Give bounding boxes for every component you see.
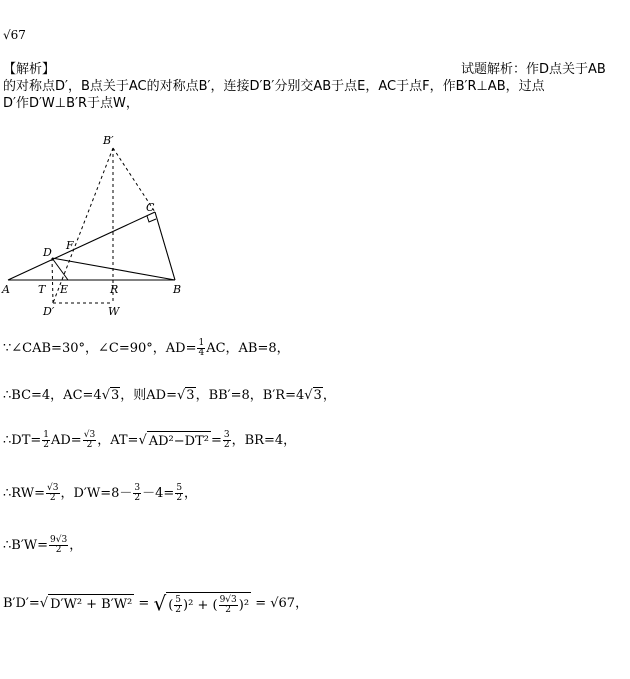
solution-line-2: ∴BC=4，AC=4√3，则AD=√3，BB′=8，B′R=4√3， — [3, 388, 336, 403]
label-r: R — [110, 283, 119, 296]
right-angle-mark — [147, 216, 156, 222]
solution-line-6: B′D′=√ D′W² + B′W² = √ ( $\frac{5}{2}$ )² + ( $\frac{9√3}{2}$ )² = √67， — [3, 591, 309, 616]
label-d-prime: D′ — [43, 305, 55, 318]
label-b: B — [173, 283, 182, 296]
analysis-line-3: D′作D′W⊥B′R于点W， — [3, 96, 139, 111]
label-t: T — [38, 283, 46, 296]
solution-line-1: ∵∠CAB=30°，∠C=90°，AD= $\frac{1}{4}$ AC，AB=8， — [3, 338, 290, 358]
label-b-prime: B′ — [103, 134, 114, 147]
answer-text: √67 — [3, 28, 26, 42]
label-e: E — [60, 283, 69, 296]
label-w: W — [108, 305, 120, 318]
solution-line-5: ∴B′W= $\frac{9√3}{2}$ ， — [3, 535, 83, 555]
label-f: F — [66, 239, 74, 252]
analysis-intro: 试题解析：作D点关于AB — [461, 62, 606, 77]
label-d: D — [43, 246, 52, 259]
analysis-label: 【解析】 — [3, 62, 56, 77]
geometry-figure — [0, 125, 200, 325]
label-a: A — [2, 283, 10, 296]
segment-ac — [8, 212, 155, 280]
solution-line-4: ∴RW= $\frac{√3}{2}$ ，D′W=8－ $\frac{3}{2}$ －4= $\frac{5}{2}$ ， — [3, 483, 198, 503]
solution-line-3: ∴DT= $\frac{1}{2}$ AD= $\frac{√3}{2}$ ，AT=√ AD²−DT² = $\frac{3}{2}$ ，BR=4， — [3, 430, 297, 450]
analysis-line-2: 的对称点D′，B点关于AC的对称点B′，连接D′B′分别交AB于点E，AC于点F，作B′R⊥AB，过点 — [3, 79, 545, 94]
label-c: C — [146, 201, 155, 214]
segment-cb — [155, 212, 175, 280]
segment-d-e — [52, 258, 68, 280]
